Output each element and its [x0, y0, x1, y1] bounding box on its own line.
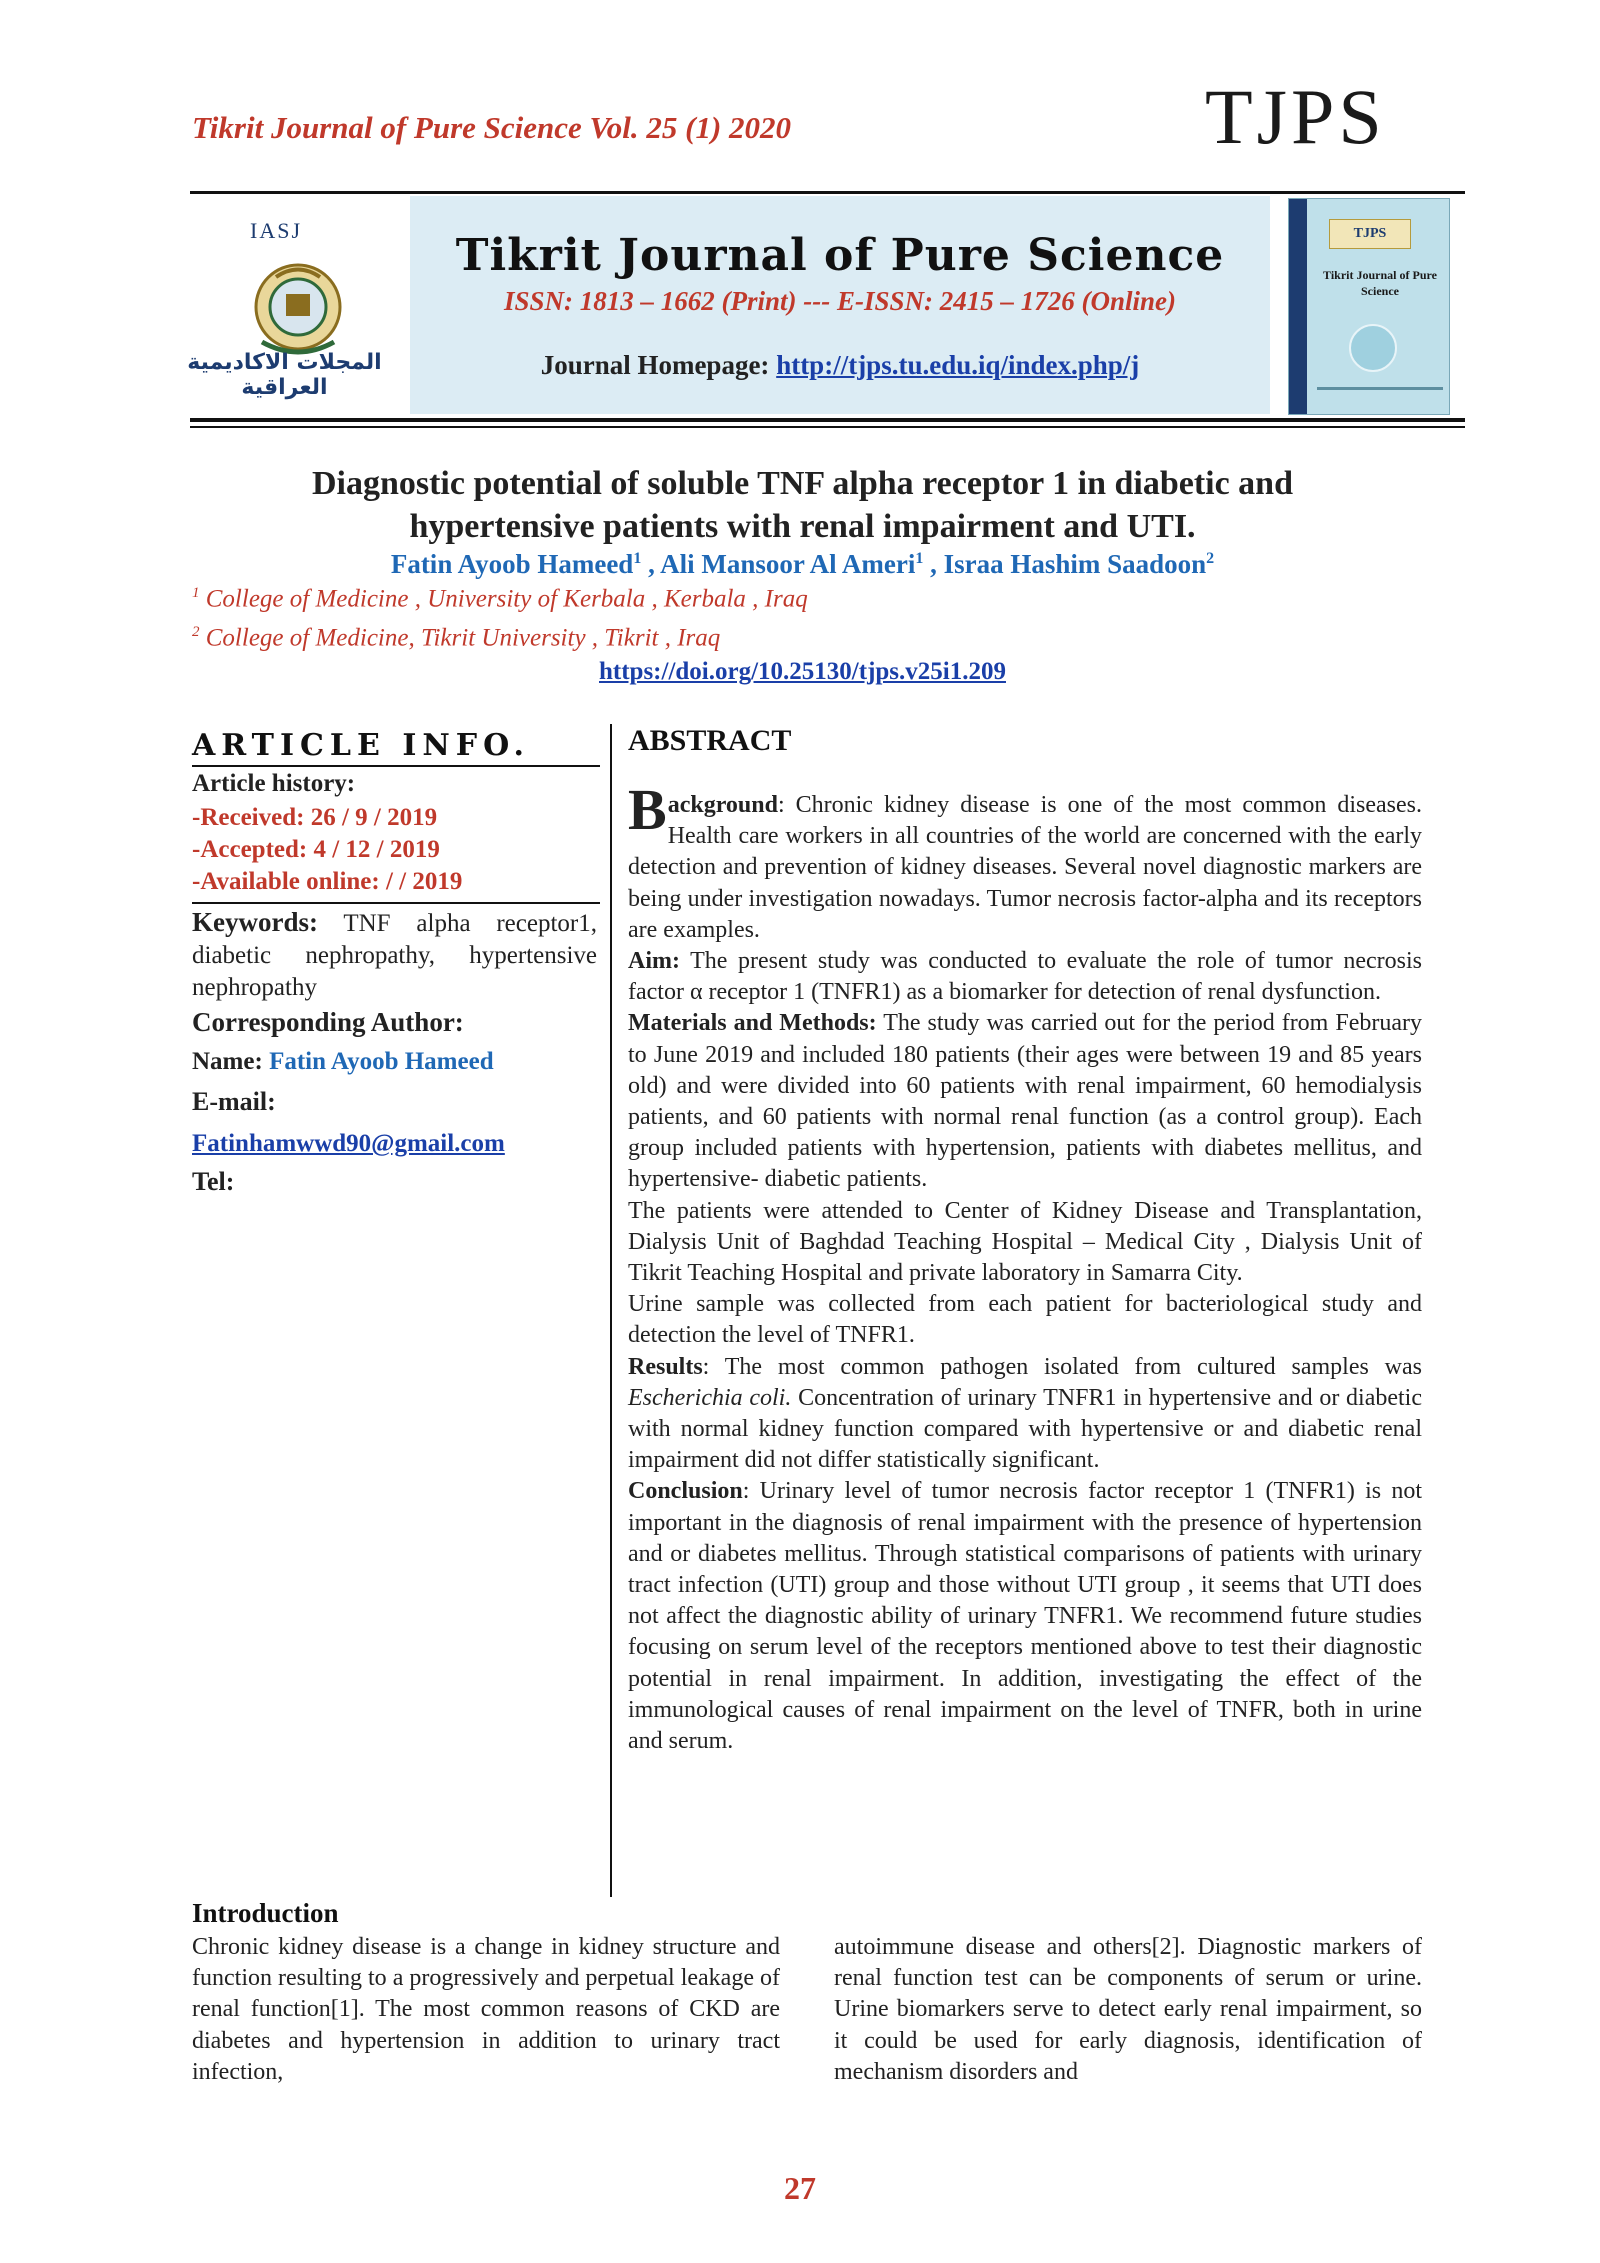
author-affil-sup: 1 [633, 550, 642, 567]
methods-text: The study was carried out for the period from February to June 2019 and included 180 patients (their ages were between 19 and 85 years old) and were divided into 60 patients with renal impairment, 60 hemodialysis patients, and 60 patients with normal renal function (as a control group). Each group included patients with hypertension, patients with diabetes mellitus, and hypertensive- diabetic patients. [628, 1010, 1422, 1193]
column-divider [610, 724, 612, 1897]
journal-issn: ISSN: 1813 – 1662 (Print) --- E-ISSN: 2415 – 1726 (Online) [503, 286, 1177, 316]
header-rule-bottom-thick [190, 418, 1465, 422]
introduction-heading: Introduction [192, 1898, 339, 1928]
journal-abbrev: TJPS [1205, 73, 1386, 160]
abstract-methods-2: The patients were attended to Center of Kidney Disease and Transplantation, Dialysis Unit of Baghdad Teaching Hospital – Medical City , Dialysis Unit of Tikrit Teaching Hospital and private laboratory in Samarra City. [628, 1197, 1422, 1287]
journal-cover-thumbnail [1288, 198, 1450, 415]
cover-footer-line [1317, 387, 1443, 390]
aim-text: The present study was conducted to evaluate the role of tumor necrosis factor α receptor 1 (TNFR1) as a biomarker for detection of renal dysfunction. [628, 948, 1422, 1006]
name-label: Name: [192, 1048, 270, 1075]
abstract-conclusion [628, 1476, 1422, 1757]
keywords [192, 906, 597, 1004]
author-name: Ali Mansoor Al Ameri [660, 549, 916, 579]
iasj-arabic-text: المجلات الاكاديمية العراقية [187, 350, 382, 400]
keywords-label: Keywords: [192, 907, 318, 937]
affiliation-sup: 1 [192, 585, 200, 601]
received-date: -Received: 26 / 9 / 2019 [192, 804, 438, 831]
author-affil-sup: 1 [915, 550, 924, 567]
accepted-date: -Accepted: 4 / 12 / 2019 [192, 836, 440, 863]
background-text: : Chronic kidney disease is one of the most common diseases. Health care workers in all countries of the world are concerned with the early detection and prevention of kidney diseases. Several novel diagnostic markers are being under investigation nowadays. Tumor necrosis factor-alpha and its receptors are examples. [628, 792, 1422, 943]
affiliation-1 [192, 585, 808, 613]
corresponding-name: Fatin Ayoob Hameed [269, 1048, 494, 1075]
author-name-line [192, 1046, 597, 1078]
header-rule-bottom-thin [190, 426, 1465, 428]
abstract-background [628, 777, 1422, 946]
keywords-text: TNF alpha receptor1, diabetic nephropathy, hypertensive nephropathy [192, 910, 597, 1001]
affiliation-text: College of Medicine , University of Kerbala , Kerbala , Iraq [205, 585, 808, 613]
corresponding-author-label: Corresponding Author: [192, 1007, 464, 1037]
author-list: Fatin Ayoob Hameed$^1$ , Ali Mansoor Al Ameri$^1$ , Israa Hashim Saadoon$^2$ [390, 549, 1215, 579]
cover-emblem-icon [1349, 324, 1397, 372]
doi [190, 658, 1415, 686]
homepage-label: Journal Homepage: [540, 350, 777, 380]
doi-link[interactable]: https://doi.org/10.25130/tjps.v25i1.209 [599, 658, 1006, 685]
header-rule-top [190, 191, 1465, 194]
author-affil-sup: 2 [1206, 550, 1215, 567]
conclusion-label: Conclusion [628, 1478, 743, 1505]
abstract-aim [628, 946, 1422, 1008]
homepage-link[interactable]: http://tjps.tu.edu.iq/index.php/j [776, 350, 1140, 380]
background-label: ackground [667, 792, 778, 818]
iasj-logo-text: IASJ [250, 218, 303, 243]
abstract-heading: ABSTRACT [628, 724, 792, 757]
author-name: Israa Hashim Saadoon [943, 549, 1207, 579]
affiliation-text: College of Medicine, Tikrit University , Tikrit , Iraq [205, 624, 721, 652]
introduction-column-2: autoimmune disease and others[2]. Diagnostic markers of renal function test can be components of serum or urine. Urine biomarkers serve to detect early renal impairment, so it could be used for early diagnosis, identification of mechanism disorders and [834, 1934, 1422, 2085]
results-organism: Escherichia coli. [628, 1384, 792, 1411]
introduction-column-1: Chronic kidney disease is a change in kidney structure and function resulting to a progressively and perpetual leakage of renal function[1]. The most common reasons of CKD are diabetes and hypertension in addition to urinary tract infection, [192, 1934, 780, 2085]
paper-title-line1: Diagnostic potential of soluble TNF alpha receptor 1 in diabetic and [311, 465, 1294, 502]
paper-title-line2: hypertensive patients with renal impairment and UTI. [409, 508, 1196, 545]
abstract-results [628, 1352, 1422, 1477]
abstract-methods [628, 1008, 1422, 1195]
affiliation-2 [192, 624, 720, 652]
tel-label: Tel: [192, 1167, 235, 1196]
article-info-heading: ARTICLE INFO. [192, 728, 530, 763]
aim-label: Aim: [628, 948, 680, 975]
article-history-label: Article history: [192, 770, 356, 797]
journal-name: Tikrit Journal of Pure Science [455, 230, 1225, 281]
email-link[interactable]: Fatinhamwwd90@gmail.com [192, 1130, 505, 1157]
cover-title: Tikrit Journal of Pure Science [1323, 268, 1437, 298]
abstract-body [628, 777, 1422, 1757]
running-title: Tikrit Journal of Pure Science Vol. 25 (1) 2020 [192, 110, 792, 145]
author-name: Fatin Ayoob Hameed [390, 549, 634, 579]
cover-badge: TJPS [1329, 219, 1411, 249]
article-info-rule-mid [192, 902, 600, 904]
methods-label: Materials and Methods: [628, 1010, 877, 1037]
journal-homepage [410, 350, 1270, 381]
article-info-rule-top [192, 765, 600, 767]
results-label: Results [628, 1353, 703, 1380]
affiliation-sup: 2 [192, 624, 200, 640]
page-number: 27 [784, 2170, 816, 2206]
conclusion-text: : Urinary level of tumor necrosis factor receptor 1 (TNFR1) is not important in the diagnosis of renal impairment with the presence of hypertension and or diabetes mellitus. Through statistical comparisons of patients with urinary tract infection (UTI) group and those without UTI group , it seems that UTI does not affect the diagnostic ability of urinary TNFR1. We recommend future studies focusing on serum level of the receptors mentioned above to test their diagnostic potential in renal impairment. In addition, investigating the effect of the immunological causes of renal impairment on the level of TNFR, both in urine and serum. [628, 1478, 1422, 1755]
background-dropcap: B [628, 777, 667, 842]
results-text-a: : The most common pathogen isolated from cultured samples was [702, 1353, 1422, 1380]
paper-title [190, 462, 1415, 548]
cover-spine [1289, 199, 1307, 414]
results-text-b: Concentration of urinary TNFR1 in hypertensive and or diabetic with normal kidney function compared with hypertensive or and diabetic renal impairment did not differ statistically significant. [628, 1384, 1422, 1474]
abstract-methods-3: Urine sample was collected from each patient for bacteriological study and detection the level of TNFR1. [628, 1291, 1422, 1349]
available-online-date: -Available online: / / 2019 [192, 868, 463, 895]
email-label: E-mail: [192, 1087, 276, 1116]
